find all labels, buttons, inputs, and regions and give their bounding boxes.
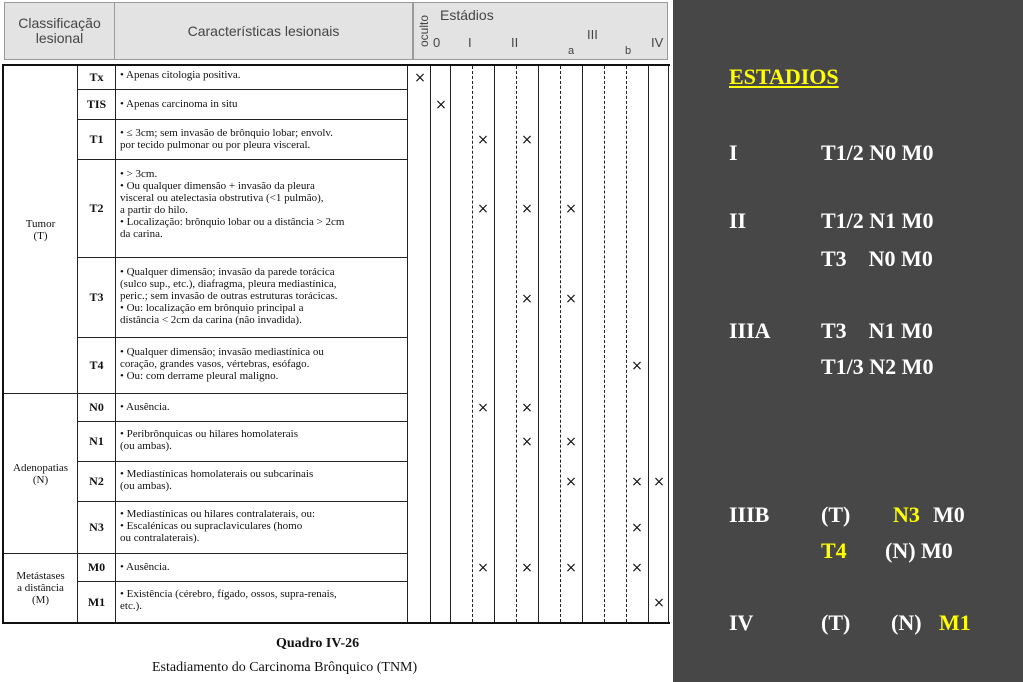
header-stage-I: I (468, 35, 472, 50)
table-header (4, 2, 668, 60)
stage-mark-t1-ii: × (521, 132, 533, 148)
header-estadios: Estádios (440, 7, 494, 23)
col-line-iiia (582, 66, 583, 622)
row-code-m1: M1 (78, 582, 116, 622)
row-desc-t3: • Qualquer dimensão; invasão da parede torácica (sulco sup., etc.), diafragma, pleura mediastínica, peric.; sem invasão de outras estruturas torácicas. • Ou: localização em brônquio principal a distância < 2cm da carina (não invadida). (116, 258, 408, 338)
stage-mark-n2-iiia: × (565, 474, 577, 490)
row-code-t3: T3 (78, 258, 116, 338)
category-tumor: Tumor (T) (4, 66, 78, 394)
stage-iiib-m0: M0 (933, 502, 965, 527)
header-stage-II: II (511, 35, 519, 50)
row-desc-tis: • Apenas carcinoma in situ (116, 90, 408, 120)
stage-mark-n1-ii: × (521, 434, 533, 450)
stage-mark-m0-ii: × (521, 560, 533, 576)
header-stage-IIIa: a (568, 45, 575, 57)
col-line-iiia-mid (560, 66, 561, 622)
row-desc-n2: • Mediastínicas homolaterais ou subcarinais (ou ambas). (116, 462, 408, 502)
stage-iiia-line-1: T3 N1 M0 (821, 318, 933, 343)
row-desc-n1: • Peribrônquicas ou hilares homolaterais (ou ambas). (116, 422, 408, 462)
row-desc-tx: • Apenas citologia positiva. (116, 66, 408, 90)
stage-i-line-1: T1/2 N0 M0 (821, 140, 934, 165)
header-oculto: oculto (413, 3, 435, 59)
panel-title: ESTADIOS (729, 64, 839, 89)
row-desc-n0: • Ausência. (116, 394, 408, 422)
stage-label-iiib: IIIB (729, 502, 770, 527)
stage-mark-m1-iv: × (653, 595, 665, 611)
stage-mark-n0-ii: × (521, 400, 533, 416)
stage-ii-line-1: T1/2 N1 M0 (821, 208, 934, 233)
row-desc-m1: • Existência (cérebro, fígado, ossos, supra-renais, etc.). (116, 582, 408, 622)
row-code-t4: T4 (78, 338, 116, 394)
row-desc-n3: • Mediastínicas ou hilares contralaterais, ou: • Escalénicas ou supraclaviculares (homo ou contralaterais). (116, 502, 408, 554)
stage-iv-n: (N) (891, 610, 922, 635)
caption-title: Quadro IV-26 (276, 636, 360, 651)
row-code-t1: T1 (78, 120, 116, 160)
stage-mark-n2-iv: × (653, 474, 665, 490)
row-code-tis: TIS (78, 90, 116, 120)
stage-iiib-t4: T4 (821, 538, 847, 563)
stage-mark-t2-ii: × (521, 201, 533, 217)
row-desc-t4: • Qualquer dimensão; invasão mediastínica ou coração, grandes vasos, vértebras, esófago. • Ou: com derrame pleural maligno. (116, 338, 408, 394)
stage-label-iiia: IIIA (729, 318, 771, 343)
col-line-ii-mid (516, 66, 517, 622)
header-stage-0: 0 (433, 35, 441, 50)
header-characteristics: Características lesionais (115, 3, 413, 59)
row-code-tx: Tx (78, 66, 116, 90)
stage-mark-t4-iiib: × (631, 358, 643, 374)
stage-iv-m1: M1 (939, 610, 971, 635)
tnm-table (2, 64, 670, 624)
stage-mark-t2-i: × (477, 201, 489, 217)
category-metastases: Metástases a distância (M) (4, 554, 78, 622)
col-line-0 (450, 66, 451, 622)
stage-mark-t3-iiia: × (565, 291, 577, 307)
caption-subtitle: Estadiamento do Carcinoma Brônquico (TNM) (152, 660, 418, 675)
stage-label-iv: IV (729, 610, 754, 635)
col-line-i-mid (472, 66, 473, 622)
col-line-iv (648, 66, 649, 622)
col-line-iiib-mid (626, 66, 627, 622)
stage-mark-tx-oculto: × (414, 70, 426, 86)
col-line-ii (538, 66, 539, 622)
header-stage-IIIb: b (625, 45, 632, 57)
stage-mark-n3-iiib: × (631, 520, 643, 536)
stage-label-ii: II (729, 208, 747, 233)
stage-mark-t2-iiia: × (565, 201, 577, 217)
col-line-oculto (430, 66, 431, 622)
stage-iiib-n-m0: (N) M0 (885, 538, 953, 563)
row-code-t2: T2 (78, 160, 116, 258)
stage-mark-m0-iiib: × (631, 560, 643, 576)
stage-mark-n0-i: × (477, 400, 489, 416)
row-code-n0: N0 (78, 394, 116, 422)
stage-ii-line-2: T3 N0 M0 (821, 246, 933, 271)
stage-mark-n2-iiib: × (631, 474, 643, 490)
stage-mark-t3-ii: × (521, 291, 533, 307)
stage-iiib-t: (T) (821, 502, 851, 527)
stage-mark-n1-iiia: × (565, 434, 577, 450)
col-line-iiib-a (604, 66, 605, 622)
row-desc-t1: • ≤ 3cm; sem invasão de brônquio lobar; envolv. por tecido pulmonar ou por pleura visceral. (116, 120, 408, 160)
header-stage-IV: IV (651, 35, 664, 50)
header-classification: Classificação lesional (5, 3, 115, 59)
stage-iiib-n3: N3 (893, 502, 920, 527)
stage-mark-t1-i: × (477, 132, 489, 148)
row-desc-m0: • Ausência. (116, 554, 408, 582)
row-desc-t2: • > 3cm. • Ou qualquer dimensão + invasão da pleura visceral ou atelectasia obstrutiva (<1 pulmão), a partir do hilo. • Localização: brônquio lobar ou a distância > 2cm da carina. (116, 160, 408, 258)
stage-mark-m0-iiia: × (565, 560, 577, 576)
stage-iiia-line-2: T1/3 N2 M0 (821, 354, 934, 379)
category-adenopatias: Adenopatias (N) (4, 394, 78, 554)
row-code-m0: M0 (78, 554, 116, 582)
estadios-panel (673, 0, 1023, 682)
row-code-n2: N2 (78, 462, 116, 502)
stage-iv-t: (T) (821, 610, 851, 635)
header-stage-III: III (587, 27, 598, 42)
stage-mark-m0-i: × (477, 560, 489, 576)
row-code-n3: N3 (78, 502, 116, 554)
col-line-right (668, 66, 669, 622)
row-code-n1: N1 (78, 422, 116, 462)
col-line-i (494, 66, 495, 622)
stage-mark-tis-0: × (435, 97, 447, 113)
stage-label-i: I (729, 140, 738, 165)
